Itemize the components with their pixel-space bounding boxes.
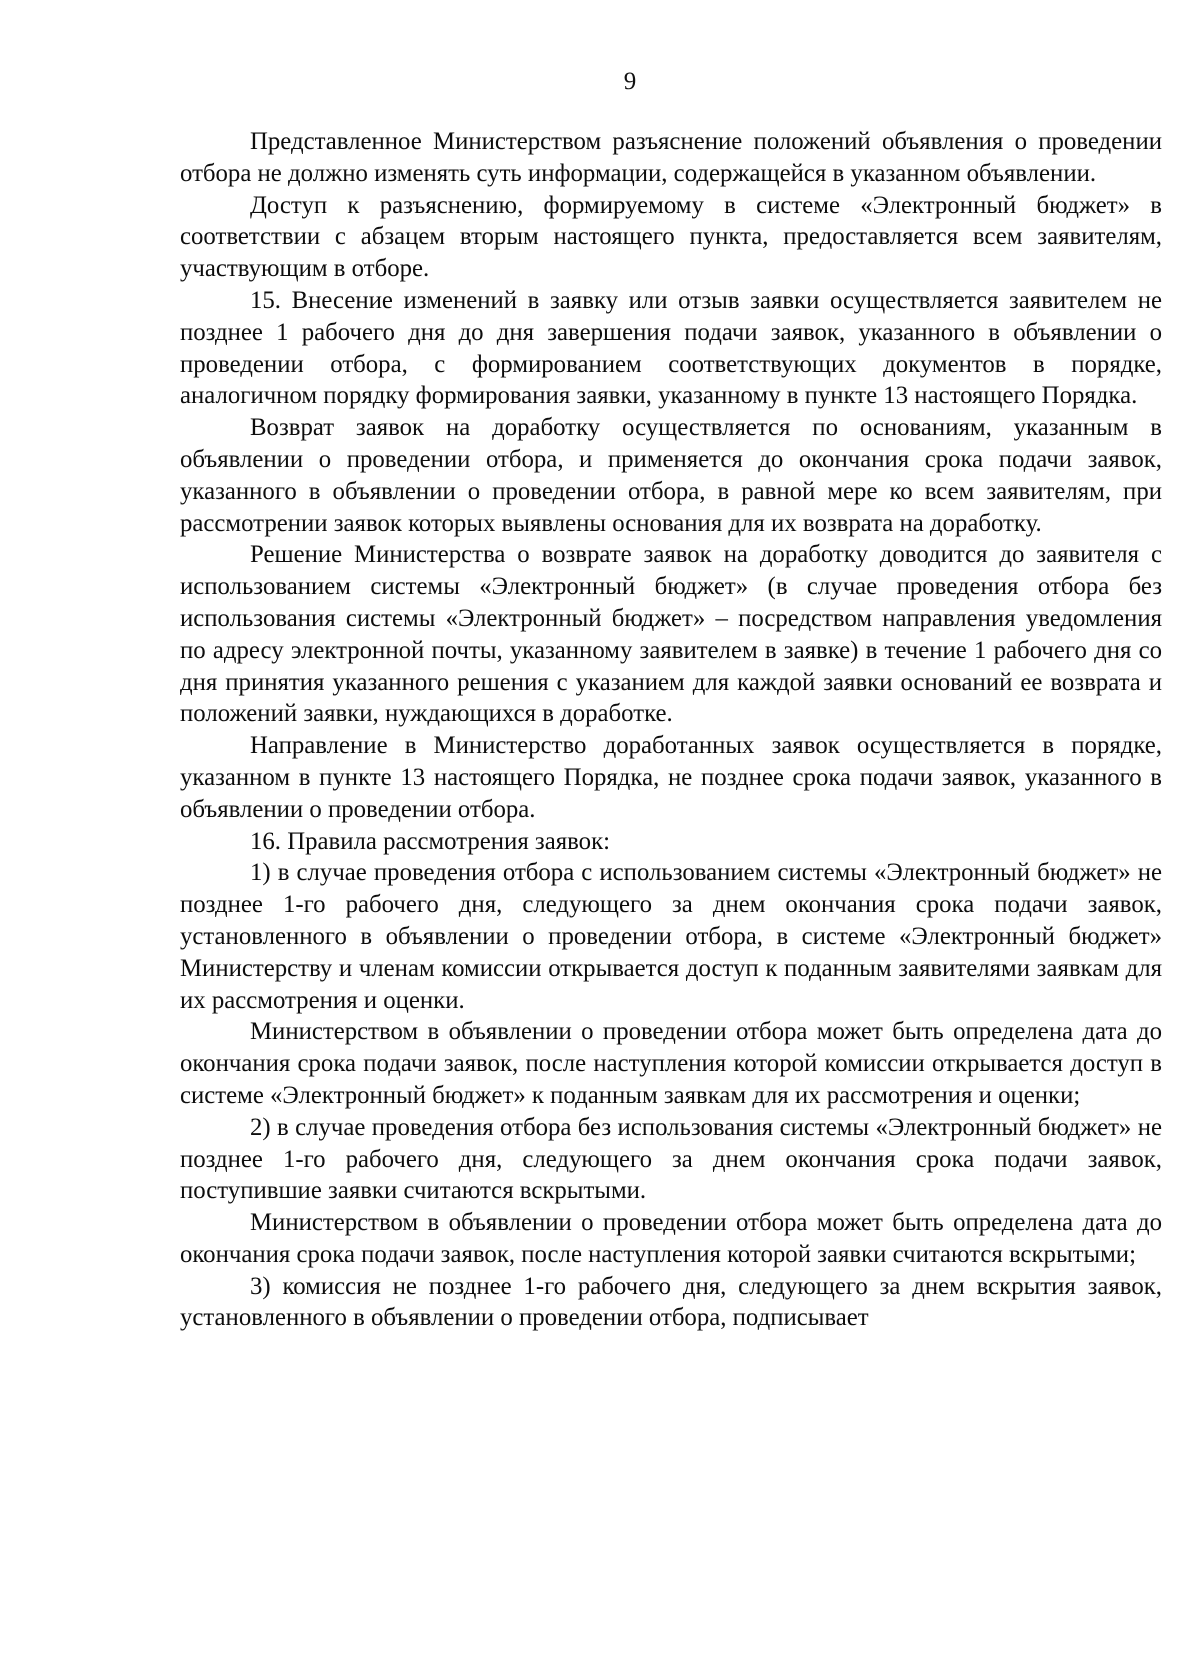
page-number: 9 [623, 68, 637, 95]
paragraph-item-15: 15. Внесение изменений в заявку или отзыв заявки осуществляется заявителем не позднее 1 рабочего дня до дня завершения подачи заявок, указанного в объявлении о проведении отбора, с формированием соответствующих документов в порядке, аналогичном порядку формирования заявки, указанному в пункте 13 настоящего Порядка. [180, 286, 1162, 410]
paragraph-subitem-3: 3) комиссия не позднее 1-го рабочего дня, следующего за днем вскрытия заявок, установленного в объявлении о проведении отбора, подписывает [180, 1272, 1162, 1332]
paragraph-subitem-2-date: Министерством в объявлении о проведении отбора может быть определена дата до окончания срока подачи заявок, после наступления которой заявки считаются вскрытыми; [180, 1209, 1162, 1268]
paragraph-subitem-1-date: Министерством в объявлении о проведении отбора может быть определена дата до окончания срока подачи заявок, после наступления которой комиссии открывается доступ в системе «Электронный бюджет» к поданным заявкам для их рассмотрения и оценки; [180, 1018, 1162, 1109]
paragraph-return-decision: Решение Министерства о возврате заявок на доработку доводится до заявителя с использованием системы «Электронный бюджет» (в случае проведения отбора без использования системы «Электронный бюджет» – посредством направления уведомления по адресу электронной почты, указанному заявителем в заявке) в течение 1 рабочего дня со дня принятия указанного решения с указанием для каждой заявки оснований ее возврата и положений заявки, нуждающихся в доработке. [180, 541, 1162, 728]
paragraph-revised-submission: Направление в Министерство доработанных заявок осуществляется в порядке, указанном в пункте 13 настоящего Порядка, не позднее срока подачи заявок, указанного в объявлении о проведении отбора. [180, 732, 1162, 823]
paragraph-clarification-access: Доступ к разъяснению, формируемому в системе «Электронный бюджет» в соответствии с абзацем вторым настоящего пункта, предоставляется всем заявителям, участвующим в отборе. [180, 191, 1162, 283]
paragraph-return-grounds: Возврат заявок на доработку осуществляется по основаниям, указанным в объявлении о проведении отбора, и применяется до окончания срока подачи заявок, указанного в объявлении о проведении отбора, в равной мере ко всем заявителям, при рассмотрении заявок которых выявлены основания для их возврата на доработку. [180, 414, 1162, 537]
document-body [180, 126, 1162, 1334]
paragraph-subitem-2: 2) в случае проведения отбора без использования системы «Электронный бюджет» не позднее 1-го рабочего дня, следующего за днем окончания срока подачи заявок, поступившие заявки считаются вскрытыми. [180, 1113, 1162, 1205]
paragraph-item-16-heading: 16. Правила рассмотрения заявок: [250, 827, 611, 855]
paragraph-clarification-scope: Представленное Министерством разъяснение положений объявления о проведении отбора не должно изменять суть информации, содержащейся в указанном объявлении. [180, 128, 1162, 187]
paragraph-subitem-1: 1) в случае проведения отбора с использованием системы «Электронный бюджет» не позднее 1-го рабочего дня, следующего за днем окончания срока подачи заявок, установленного в объявлении о проведении отбора, в системе «Электронный бюджет» Министерству и членам комиссии открывается доступ к поданным заявителями заявкам для их рассмотрения и оценки. [180, 859, 1162, 1014]
